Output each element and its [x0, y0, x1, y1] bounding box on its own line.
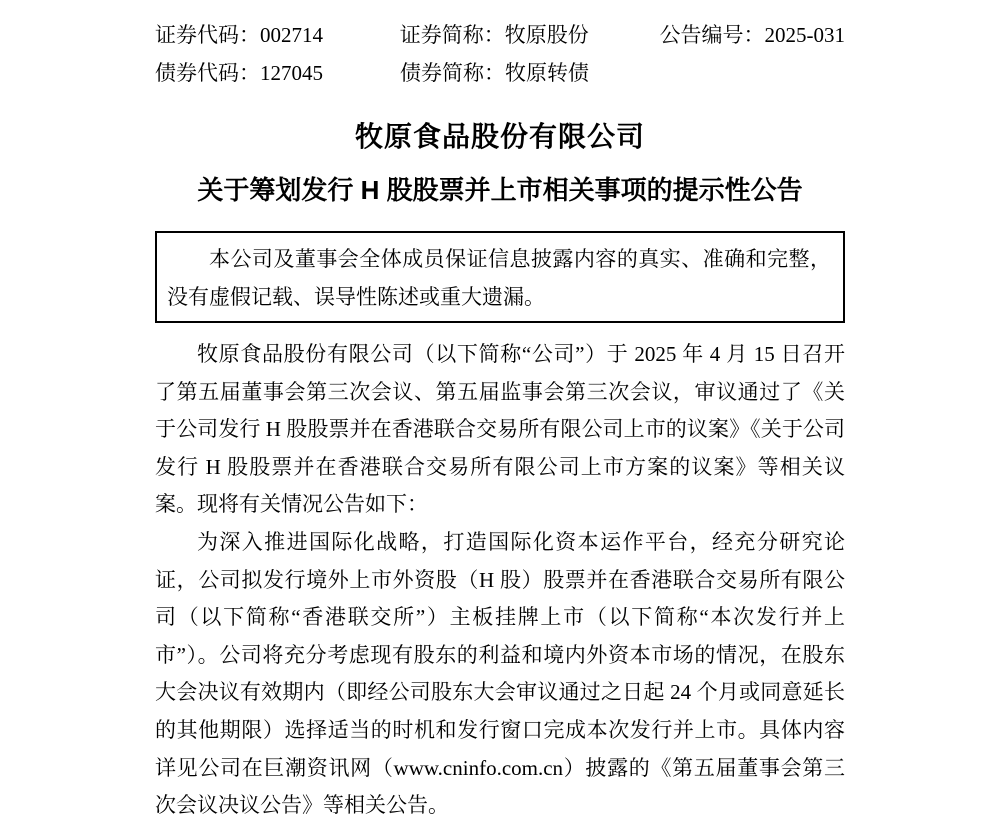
codes-row-spacer: [660, 54, 845, 92]
codes-row-bond: [155, 54, 845, 92]
paragraph-listing-plan: 为深入推进国际化战略，打造国际化资本运作平台，经充分研究论证，公司拟发行境外上市外资股（H 股）股票并在香港联合交易所有限公司（以下简称“香港联交所”）主板挂牌上市（以下简称“本次发行并上市”）。公司将充分考虑现有股东的利益和境内外资本市场的情况，在股东大会决议有效期内（即经公司股东大会审议通过之日起 24 个月或同意延长的其他期限）选择适当的时机和发行窗口完成本次发行并上市。具体内容详见公司在巨潮资讯网（www.cninfo.com.cn）披露的《第五届董事会第三次会议决议公告》等相关公告。: [155, 529, 845, 818]
bond-short-name: 债券简称：牧原转债: [400, 61, 589, 85]
announcement-number: 公告编号：2025-031: [659, 23, 845, 47]
announcement-title: 关于筹划发行 H 股股票并上市相关事项的提示性公告: [197, 175, 803, 205]
bond-code: 债券代码：127045: [155, 61, 323, 85]
stock-short-name: 证券简称：牧原股份: [399, 23, 589, 47]
company-name-title: 牧原食品股份有限公司: [354, 121, 645, 152]
stock-code: 证券代码：002714: [155, 23, 323, 47]
disclaimer-box: [155, 231, 845, 323]
security-codes-header: [155, 16, 845, 92]
codes-row-stock: [155, 16, 845, 54]
paragraph-board-meeting: 牧原食品股份有限公司（以下简称“公司”）于 2025 年 4 月 15 日召开了第五届董事会第三次会议、第五届监事会第三次会议，审议通过了《关于公司发行 H 股股票并在香港联合交易所有限公司上市的议案》《关于公司发行 H 股股票并在香港联合交易所有限公司上市方案的议案》等相关议案。现将有关情况公告如下：: [155, 342, 845, 517]
disclaimer-text: 本公司及董事会全体成员保证信息披露内容的真实、准确和完整，没有虚假记载、误导性陈述或重大遗漏。: [167, 247, 831, 309]
